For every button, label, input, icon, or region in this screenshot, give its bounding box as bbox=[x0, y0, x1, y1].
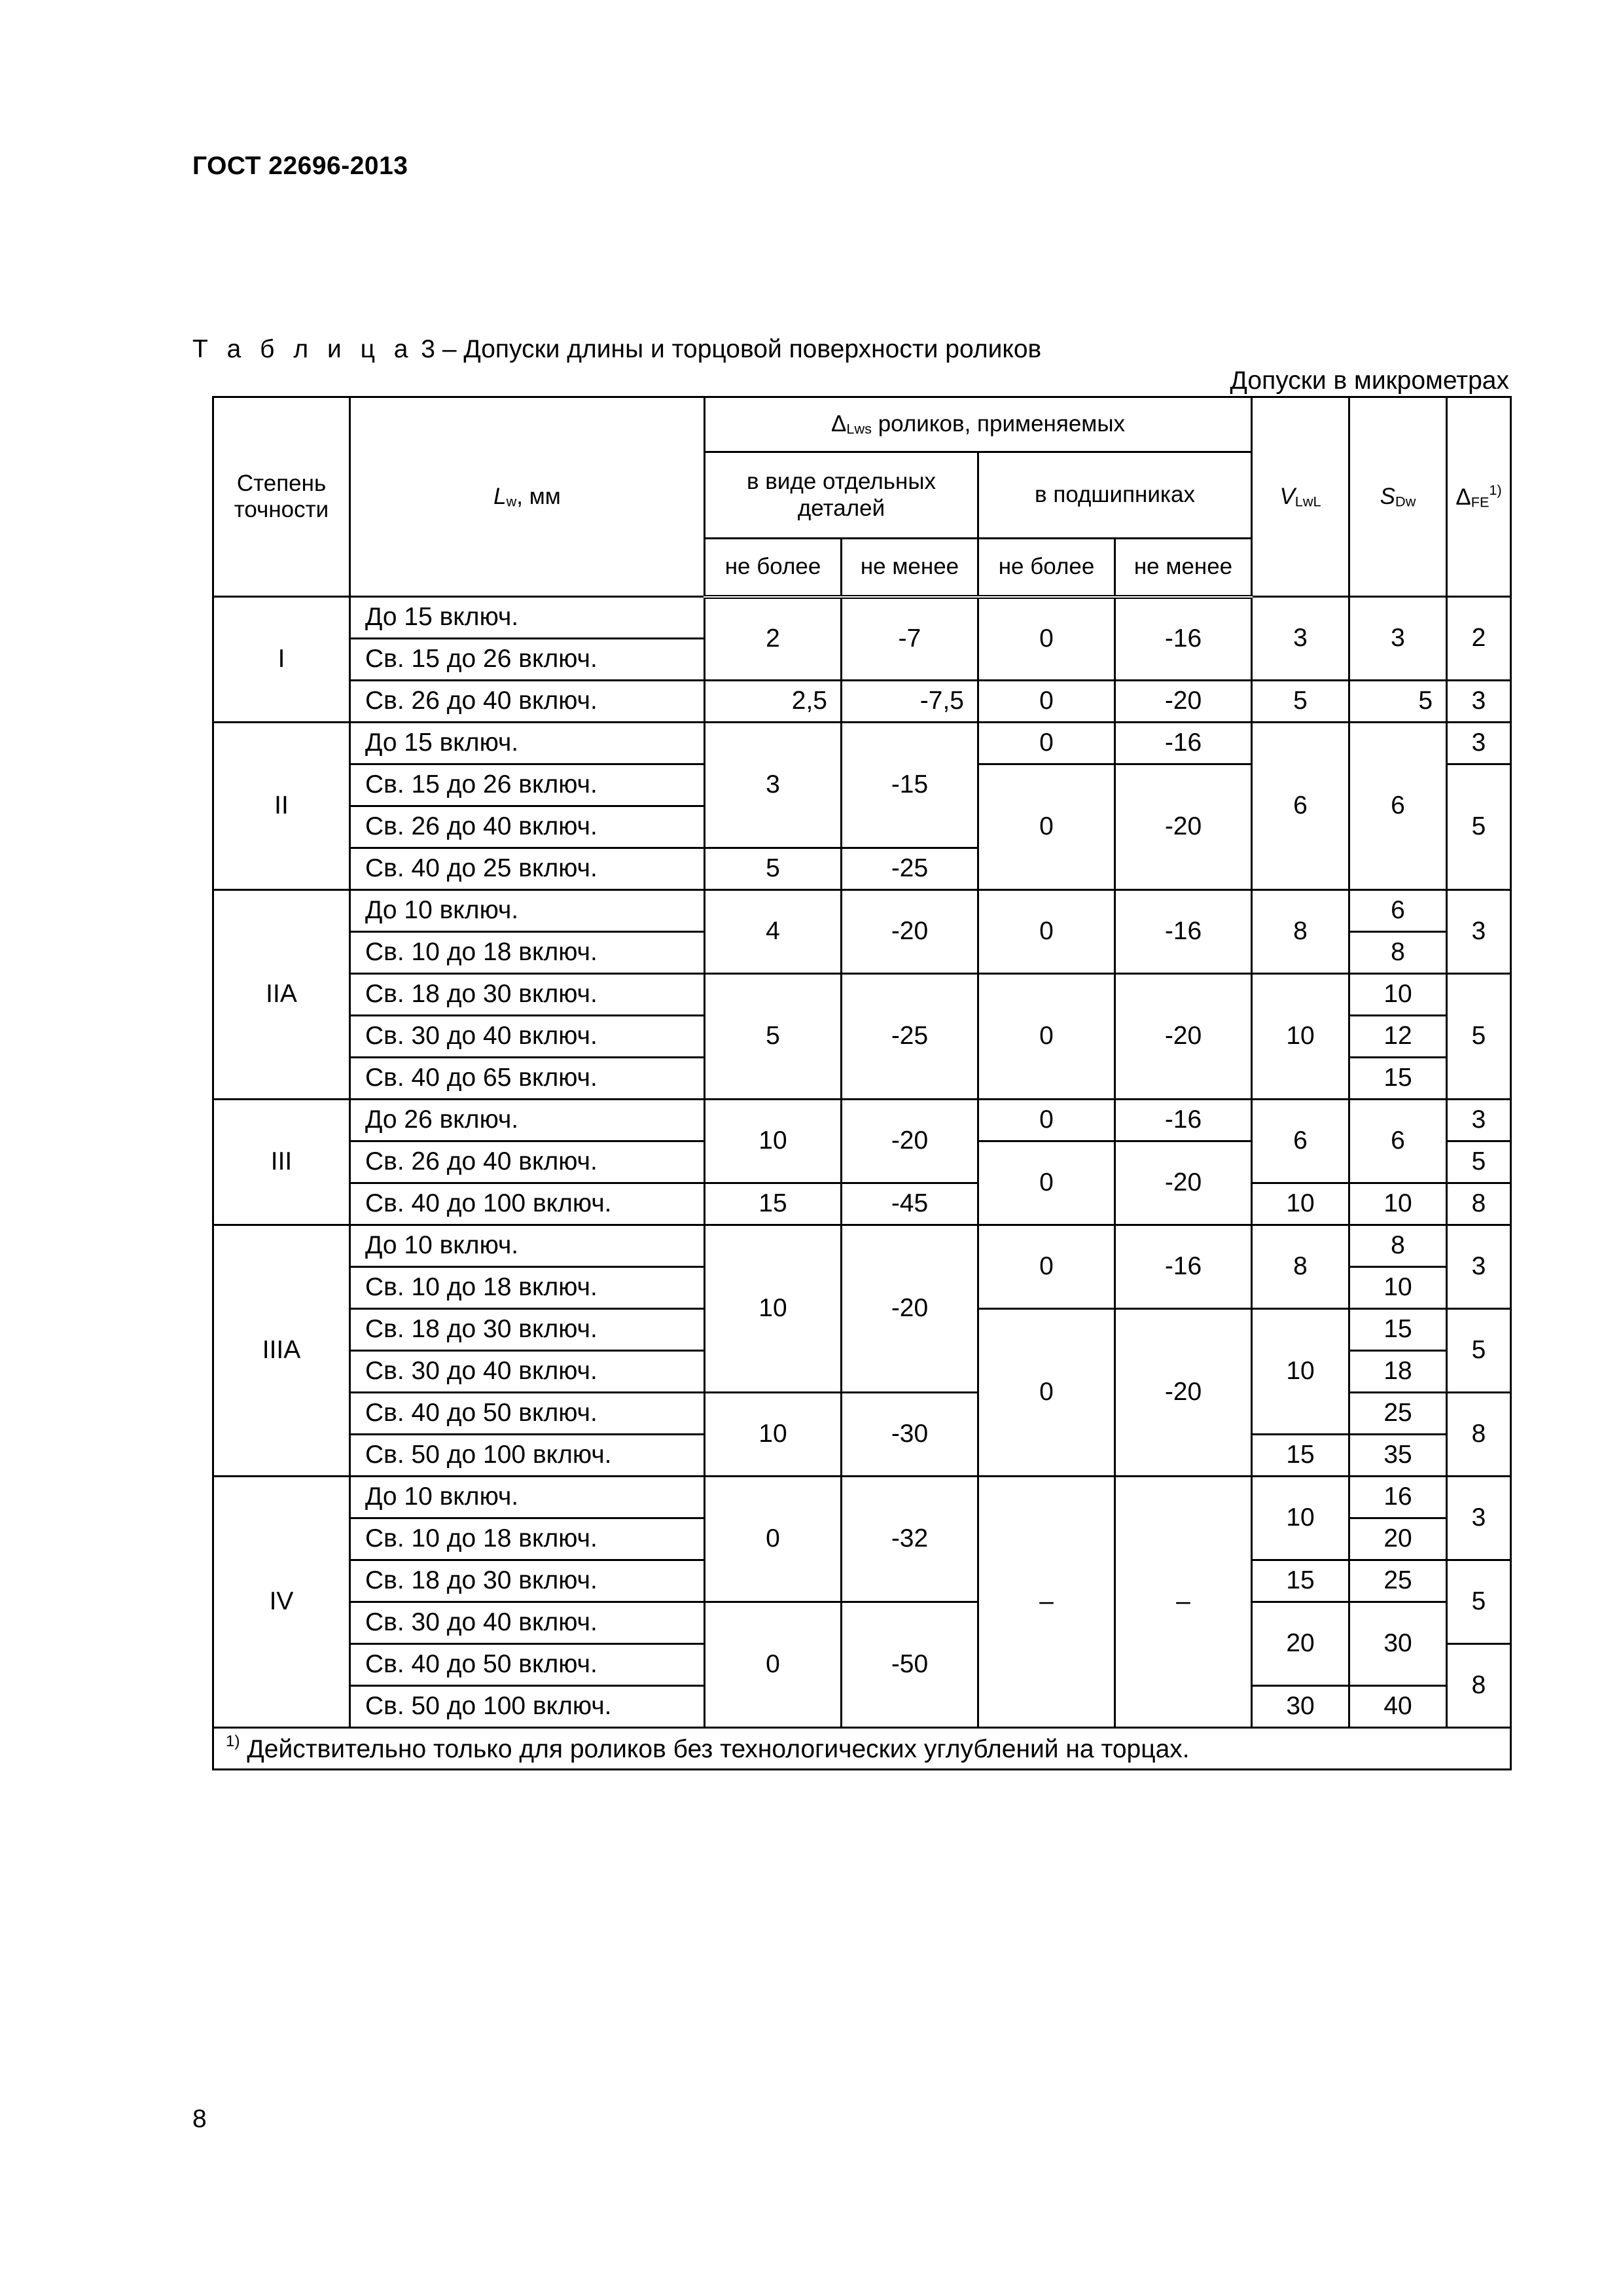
separate-max-cell: 5 bbox=[705, 848, 842, 890]
vlwl-cell: 6 bbox=[1252, 1100, 1349, 1183]
separate-min-cell: -7,5 bbox=[842, 681, 978, 723]
dfe-cell: 5 bbox=[1447, 1560, 1511, 1644]
sdw-cell: 20 bbox=[1349, 1518, 1447, 1560]
vlwl-cell: 10 bbox=[1252, 974, 1349, 1100]
table-row bbox=[213, 723, 1511, 764]
table-row bbox=[213, 597, 1511, 639]
separate-max-cell: 0 bbox=[705, 1602, 842, 1728]
document-header: ГОСТ 22696-2013 bbox=[192, 152, 408, 180]
sdw-cell: 3 bbox=[1349, 597, 1447, 681]
dfe-cell: 8 bbox=[1447, 1644, 1511, 1728]
dfe-cell: 3 bbox=[1447, 723, 1511, 764]
separate-max-cell: 3 bbox=[705, 723, 842, 848]
range-cell: Св. 30 до 40 включ. bbox=[350, 1351, 705, 1393]
sdw-cell: 16 bbox=[1349, 1477, 1447, 1518]
bearings-max-cell: 0 bbox=[978, 974, 1115, 1100]
separate-max-cell: 5 bbox=[705, 974, 842, 1100]
table-row bbox=[213, 974, 1511, 1016]
vlwl-cell: 5 bbox=[1252, 681, 1349, 723]
col-vlwl bbox=[1252, 397, 1349, 597]
sdw-subscript: Dw bbox=[1395, 493, 1416, 510]
table-row bbox=[213, 1225, 1511, 1267]
caption-title: – Допуски длины и торцовой поверхности роликов bbox=[442, 335, 1042, 363]
separate-max-cell: 0 bbox=[705, 1477, 842, 1602]
sdw-cell: 35 bbox=[1349, 1435, 1447, 1477]
bearings-max-cell: 0 bbox=[978, 1141, 1115, 1225]
grade-cell: II bbox=[213, 723, 350, 890]
bearings-min-cell: – bbox=[1115, 1477, 1252, 1728]
sdw-cell: 25 bbox=[1349, 1393, 1447, 1435]
range-cell: До 26 включ. bbox=[350, 1100, 705, 1141]
bearings-max-cell: 0 bbox=[978, 681, 1115, 723]
footnote-text: Действительно только для роликов без технологических углублений на торцах. bbox=[240, 1735, 1190, 1764]
vlwl-cell: 15 bbox=[1252, 1435, 1349, 1477]
delta-symbol: Δ bbox=[1455, 484, 1471, 511]
dfe-cell: 3 bbox=[1447, 890, 1511, 974]
separate-min-cell: -15 bbox=[842, 723, 978, 848]
dfe-cell: 5 bbox=[1447, 1141, 1511, 1183]
vlwl-symbol: V bbox=[1279, 483, 1295, 509]
vlwl-cell: 10 bbox=[1252, 1183, 1349, 1225]
dfe-cell: 8 bbox=[1447, 1393, 1511, 1477]
dfe-cell: 2 bbox=[1447, 597, 1511, 681]
vlwl-cell: 10 bbox=[1252, 1477, 1349, 1560]
range-cell: Св. 40 до 50 включ. bbox=[350, 1644, 705, 1686]
range-cell: Св. 15 до 26 включ. bbox=[350, 639, 705, 681]
separate-max-cell: 15 bbox=[705, 1183, 842, 1225]
separate-max-cell: 2 bbox=[705, 597, 842, 681]
grade-cell: IIA bbox=[213, 890, 350, 1100]
caption-number: 3 bbox=[421, 335, 435, 363]
separate-min-cell: -20 bbox=[842, 890, 978, 974]
units-note: Допуски в микрометрах bbox=[1230, 367, 1509, 395]
sdw-cell: 10 bbox=[1349, 1183, 1447, 1225]
range-cell: Св. 18 до 30 включ. bbox=[350, 1309, 705, 1351]
separate-min-cell: -50 bbox=[842, 1602, 978, 1728]
range-cell: Св. 18 до 30 включ. bbox=[350, 1560, 705, 1602]
dfe-cell: 3 bbox=[1447, 1477, 1511, 1560]
page-number: 8 bbox=[192, 2105, 207, 2133]
bearings-min-cell: -20 bbox=[1115, 1141, 1252, 1225]
sdw-cell: 12 bbox=[1349, 1016, 1447, 1058]
sdw-cell: 30 bbox=[1349, 1602, 1447, 1686]
col-dfe bbox=[1447, 397, 1511, 597]
range-cell: Св. 10 до 18 включ. bbox=[350, 1267, 705, 1309]
dfe-cell: 8 bbox=[1447, 1183, 1511, 1225]
table-row bbox=[213, 1602, 1511, 1644]
table-head bbox=[213, 397, 1511, 597]
separate-max-cell: 10 bbox=[705, 1225, 842, 1393]
tolerance-table bbox=[212, 396, 1512, 1770]
bearings-max-cell: 0 bbox=[978, 1100, 1115, 1141]
bearings-min-cell: -20 bbox=[1115, 1309, 1252, 1477]
table-row bbox=[213, 890, 1511, 932]
col-sdw bbox=[1349, 397, 1447, 597]
col-separate: в виде отдельных деталей bbox=[705, 452, 978, 539]
footnote-row bbox=[213, 1728, 1511, 1770]
range-cell: Св. 40 до 25 включ. bbox=[350, 848, 705, 890]
range-cell: Св. 30 до 40 включ. bbox=[350, 1602, 705, 1644]
col-length bbox=[350, 397, 705, 597]
sdw-cell: 25 bbox=[1349, 1560, 1447, 1602]
range-cell: Св. 26 до 40 включ. bbox=[350, 681, 705, 723]
separate-min-cell: -45 bbox=[842, 1183, 978, 1225]
separate-min-cell: -32 bbox=[842, 1477, 978, 1602]
bearings-min-cell: -16 bbox=[1115, 890, 1252, 974]
bearings-max-cell: 0 bbox=[978, 1225, 1115, 1309]
col-delta-lws bbox=[705, 397, 1252, 452]
lw-symbol: L bbox=[493, 483, 507, 509]
sdw-cell: 10 bbox=[1349, 1267, 1447, 1309]
table-caption bbox=[192, 335, 1041, 364]
separate-min-cell: -20 bbox=[842, 1100, 978, 1183]
dfe-cell: 5 bbox=[1447, 1309, 1511, 1393]
table-row bbox=[213, 681, 1511, 723]
bearings-min-cell: -16 bbox=[1115, 597, 1252, 681]
dfe-subscript: FE bbox=[1471, 493, 1489, 511]
dfe-cell: 3 bbox=[1447, 681, 1511, 723]
sdw-cell: 40 bbox=[1349, 1686, 1447, 1728]
sdw-cell: 6 bbox=[1349, 890, 1447, 932]
caption-label: Т а б л и ц а bbox=[192, 335, 414, 363]
dfe-cell: 5 bbox=[1447, 974, 1511, 1100]
vlwl-cell: 3 bbox=[1252, 597, 1349, 681]
range-cell: Св. 26 до 40 включ. bbox=[350, 1141, 705, 1183]
dfe-cell: 3 bbox=[1447, 1100, 1511, 1141]
delta-symbol: Δ bbox=[831, 411, 847, 437]
sdw-cell: 18 bbox=[1349, 1351, 1447, 1393]
col-in-bearings: в подшипниках bbox=[978, 452, 1252, 539]
table-row bbox=[213, 1100, 1511, 1141]
dfe-cell: 3 bbox=[1447, 1225, 1511, 1309]
delta-lws-subscript: Lws bbox=[846, 420, 872, 437]
table-body bbox=[213, 597, 1511, 1770]
vlwl-subscript: LwL bbox=[1294, 493, 1321, 510]
dfe-cell: 5 bbox=[1447, 764, 1511, 890]
col-separate-max: не более bbox=[705, 539, 842, 597]
bearings-min-cell: -16 bbox=[1115, 723, 1252, 764]
separate-min-cell: -20 bbox=[842, 1225, 978, 1393]
range-cell: До 10 включ. bbox=[350, 1477, 705, 1518]
vlwl-cell: 30 bbox=[1252, 1686, 1349, 1728]
sdw-cell: 15 bbox=[1349, 1058, 1447, 1100]
vlwl-cell: 15 bbox=[1252, 1560, 1349, 1602]
range-cell: Св. 50 до 100 включ. bbox=[350, 1686, 705, 1728]
separate-min-cell: -7 bbox=[842, 597, 978, 681]
sdw-symbol: S bbox=[1380, 483, 1396, 509]
bearings-max-cell: 0 bbox=[978, 764, 1115, 890]
range-cell: Св. 15 до 26 включ. bbox=[350, 764, 705, 806]
range-cell: Св. 50 до 100 включ. bbox=[350, 1435, 705, 1477]
grade-cell: I bbox=[213, 597, 350, 723]
footnote bbox=[213, 1728, 1511, 1770]
vlwl-cell: 20 bbox=[1252, 1602, 1349, 1686]
range-cell: До 15 включ. bbox=[350, 723, 705, 764]
bearings-max-cell: – bbox=[978, 1477, 1115, 1728]
vlwl-cell: 10 bbox=[1252, 1309, 1349, 1435]
range-cell: Св. 18 до 30 включ. bbox=[350, 974, 705, 1016]
bearings-min-cell: -16 bbox=[1115, 1225, 1252, 1309]
sdw-cell: 15 bbox=[1349, 1309, 1447, 1351]
range-cell: Св. 40 до 65 включ. bbox=[350, 1058, 705, 1100]
lw-subscript: w bbox=[506, 493, 517, 510]
lw-unit: , мм bbox=[516, 483, 561, 509]
grade-cell: III bbox=[213, 1100, 350, 1225]
col-separate-min: не менее bbox=[842, 539, 978, 597]
vlwl-cell: 8 bbox=[1252, 890, 1349, 974]
sdw-cell: 8 bbox=[1349, 932, 1447, 974]
range-cell: Св. 40 до 50 включ. bbox=[350, 1393, 705, 1435]
separate-max-cell: 10 bbox=[705, 1393, 842, 1477]
bearings-max-cell: 0 bbox=[978, 597, 1115, 681]
sdw-cell: 8 bbox=[1349, 1225, 1447, 1267]
bearings-min-cell: -20 bbox=[1115, 974, 1252, 1100]
separate-max-cell: 10 bbox=[705, 1100, 842, 1183]
separate-min-cell: -30 bbox=[842, 1393, 978, 1477]
range-cell: До 10 включ. bbox=[350, 1225, 705, 1267]
bearings-max-cell: 0 bbox=[978, 1309, 1115, 1477]
separate-max-cell: 2,5 bbox=[705, 681, 842, 723]
sdw-cell: 6 bbox=[1349, 1100, 1447, 1183]
vlwl-cell: 8 bbox=[1252, 1225, 1349, 1309]
separate-min-cell: -25 bbox=[842, 974, 978, 1100]
delta-lws-text: роликов, применяемых bbox=[871, 411, 1126, 437]
separate-min-cell: -25 bbox=[842, 848, 978, 890]
col-bearings-max: не более bbox=[978, 539, 1115, 597]
sdw-cell: 6 bbox=[1349, 723, 1447, 890]
bearings-min-cell: -20 bbox=[1115, 764, 1252, 890]
range-cell: До 15 включ. bbox=[350, 597, 705, 639]
bearings-max-cell: 0 bbox=[978, 890, 1115, 974]
vlwl-cell: 6 bbox=[1252, 723, 1349, 890]
separate-max-cell: 4 bbox=[705, 890, 842, 974]
range-cell: Св. 26 до 40 включ. bbox=[350, 806, 705, 848]
range-cell: До 10 включ. bbox=[350, 890, 705, 932]
range-cell: Св. 40 до 100 включ. bbox=[350, 1183, 705, 1225]
col-bearings-min: не менее bbox=[1115, 539, 1252, 597]
table-row bbox=[213, 1183, 1511, 1225]
grade-cell: IV bbox=[213, 1477, 350, 1728]
range-cell: Св. 30 до 40 включ. bbox=[350, 1016, 705, 1058]
footnote-mark: 1) bbox=[226, 1732, 240, 1751]
table-row bbox=[213, 1477, 1511, 1518]
dfe-footnote-mark: 1) bbox=[1489, 482, 1502, 499]
bearings-min-cell: -20 bbox=[1115, 681, 1252, 723]
bearings-max-cell: 0 bbox=[978, 723, 1115, 764]
col-grade: Степень точности bbox=[213, 397, 350, 597]
sdw-cell: 5 bbox=[1349, 681, 1447, 723]
bearings-min-cell: -16 bbox=[1115, 1100, 1252, 1141]
range-cell: Св. 10 до 18 включ. bbox=[350, 932, 705, 974]
sdw-cell: 10 bbox=[1349, 974, 1447, 1016]
range-cell: Св. 10 до 18 включ. bbox=[350, 1518, 705, 1560]
grade-cell: IIIA bbox=[213, 1225, 350, 1477]
